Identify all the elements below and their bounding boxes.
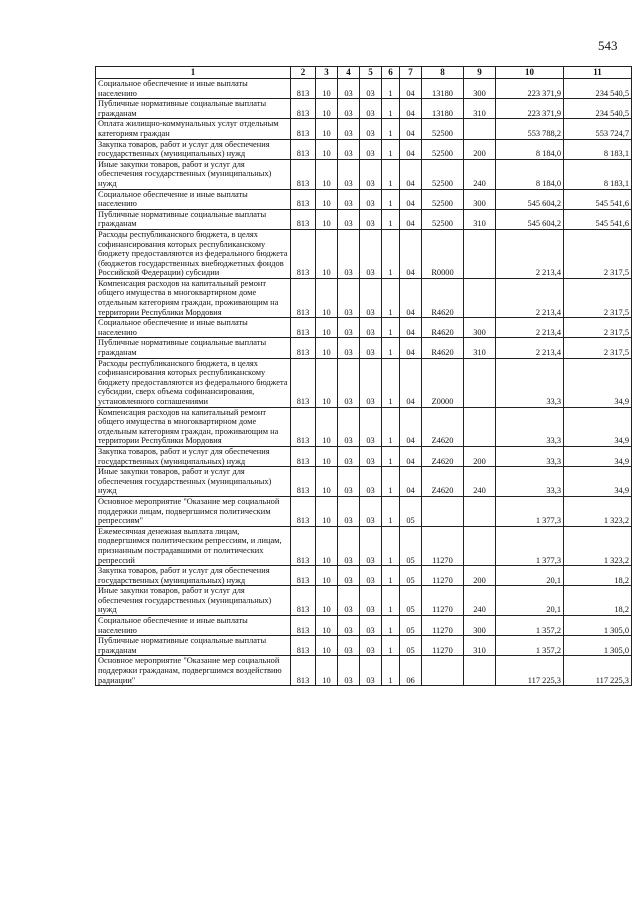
cell-col-11: 545 541,6 — [564, 209, 632, 229]
cell-col-4: 03 — [338, 338, 360, 358]
table-row — [96, 526, 632, 565]
table-row — [96, 636, 632, 656]
table-row — [96, 318, 632, 338]
cell-col-4: 03 — [338, 119, 360, 139]
cell-col-5: 03 — [360, 616, 382, 636]
cell-col-5: 03 — [360, 119, 382, 139]
cell-col-6: 1 — [382, 338, 400, 358]
cell-col-3: 10 — [316, 99, 338, 119]
cell-col-11: 34,9 — [564, 467, 632, 497]
cell-col-11: 8 183,1 — [564, 139, 632, 159]
cell-col-6: 1 — [382, 159, 400, 189]
cell-col-3: 10 — [316, 616, 338, 636]
cell-col-4: 03 — [338, 79, 360, 99]
cell-col-3: 10 — [316, 318, 338, 338]
cell-col-11: 34,9 — [564, 407, 632, 446]
cell-col-11: 18,2 — [564, 586, 632, 616]
row-description: Социальное обеспечение и иные выплаты населению — [96, 616, 291, 636]
cell-col-9: 300 — [464, 79, 496, 99]
cell-col-9: 200 — [464, 139, 496, 159]
cell-col-2: 813 — [291, 189, 316, 209]
row-description: Закупка товаров, работ и услуг для обеспечения государственных (муниципальных) нужд — [96, 139, 291, 159]
row-description: Закупка товаров, работ и услуг для обеспечения государственных (муниципальных) нужд — [96, 446, 291, 466]
row-description: Ежемесячная денежная выплата лицам, подвергшимся политическим репрессиям, и лицам, признанным пострадавшими от политических репрессий — [96, 526, 291, 565]
cell-col-2: 813 — [291, 616, 316, 636]
cell-col-10: 545 604,2 — [496, 189, 564, 209]
cell-col-10: 223 371,9 — [496, 99, 564, 119]
cell-col-3: 10 — [316, 446, 338, 466]
cell-col-2: 813 — [291, 139, 316, 159]
table-row — [96, 189, 632, 209]
cell-col-3: 10 — [316, 139, 338, 159]
cell-col-4: 03 — [338, 446, 360, 466]
cell-col-7: 04 — [400, 139, 422, 159]
cell-col-7: 04 — [400, 209, 422, 229]
cell-col-9: 200 — [464, 566, 496, 586]
cell-col-10: 33,3 — [496, 467, 564, 497]
table-row — [96, 139, 632, 159]
cell-col-6: 1 — [382, 496, 400, 526]
cell-col-8: Z0000 — [422, 358, 464, 407]
cell-col-4: 03 — [338, 656, 360, 686]
table-row — [96, 656, 632, 686]
table-row — [96, 278, 632, 317]
table-row — [96, 586, 632, 616]
cell-col-2: 813 — [291, 358, 316, 407]
cell-col-4: 03 — [338, 616, 360, 636]
cell-col-2: 813 — [291, 446, 316, 466]
column-header-1: 1 — [96, 67, 291, 79]
cell-col-2: 813 — [291, 278, 316, 317]
row-description: Публичные нормативные социальные выплаты гражданам — [96, 209, 291, 229]
cell-col-10: 33,3 — [496, 407, 564, 446]
cell-col-10: 2 213,4 — [496, 278, 564, 317]
cell-col-11: 34,9 — [564, 446, 632, 466]
cell-col-3: 10 — [316, 407, 338, 446]
cell-col-4: 03 — [338, 636, 360, 656]
cell-col-8: R4620 — [422, 278, 464, 317]
cell-col-2: 813 — [291, 318, 316, 338]
cell-col-2: 813 — [291, 526, 316, 565]
cell-col-9: 310 — [464, 209, 496, 229]
cell-col-8: 52500 — [422, 209, 464, 229]
table-row — [96, 358, 632, 407]
cell-col-11: 2 317,5 — [564, 318, 632, 338]
budget-table — [95, 66, 632, 686]
cell-col-11: 18,2 — [564, 566, 632, 586]
cell-col-2: 813 — [291, 496, 316, 526]
cell-col-9: 300 — [464, 189, 496, 209]
cell-col-8: 13180 — [422, 99, 464, 119]
cell-col-3: 10 — [316, 159, 338, 189]
cell-col-3: 10 — [316, 526, 338, 565]
cell-col-9: 240 — [464, 159, 496, 189]
cell-col-7: 04 — [400, 159, 422, 189]
cell-col-11: 34,9 — [564, 358, 632, 407]
cell-col-8: 11270 — [422, 616, 464, 636]
cell-col-3: 10 — [316, 636, 338, 656]
row-description: Расходы республиканского бюджета, в целях софинансирования которых республиканскому бюджету предоставляются из федерального бюджета субсидии, сверх объема софинансирования, установленного соглашениями — [96, 358, 291, 407]
cell-col-8 — [422, 656, 464, 686]
cell-col-11: 234 540,5 — [564, 79, 632, 99]
cell-col-5: 03 — [360, 467, 382, 497]
row-description: Иные закупки товаров, работ и услуг для обеспечения государственных (муниципальных) нужд — [96, 467, 291, 497]
table-row — [96, 79, 632, 99]
table-row — [96, 209, 632, 229]
cell-col-3: 10 — [316, 586, 338, 616]
cell-col-6: 1 — [382, 526, 400, 565]
cell-col-4: 03 — [338, 358, 360, 407]
cell-col-5: 03 — [360, 656, 382, 686]
cell-col-8: Z4620 — [422, 446, 464, 466]
cell-col-4: 03 — [338, 407, 360, 446]
cell-col-6: 1 — [382, 636, 400, 656]
cell-col-7: 04 — [400, 318, 422, 338]
cell-col-10: 553 788,2 — [496, 119, 564, 139]
cell-col-10: 223 371,9 — [496, 79, 564, 99]
cell-col-8: 52500 — [422, 159, 464, 189]
cell-col-3: 10 — [316, 79, 338, 99]
cell-col-5: 03 — [360, 407, 382, 446]
cell-col-8: 52500 — [422, 139, 464, 159]
cell-col-7: 04 — [400, 278, 422, 317]
row-description: Социальное обеспечение и иные выплаты населению — [96, 318, 291, 338]
cell-col-7: 04 — [400, 358, 422, 407]
cell-col-5: 03 — [360, 526, 382, 565]
cell-col-4: 03 — [338, 209, 360, 229]
row-description: Публичные нормативные социальные выплаты гражданам — [96, 99, 291, 119]
cell-col-9 — [464, 496, 496, 526]
column-header-2: 2 — [291, 67, 316, 79]
cell-col-8: 11270 — [422, 586, 464, 616]
cell-col-8: 52500 — [422, 119, 464, 139]
cell-col-6: 1 — [382, 278, 400, 317]
cell-col-5: 03 — [360, 496, 382, 526]
cell-col-10: 1 357,2 — [496, 616, 564, 636]
cell-col-11: 2 317,5 — [564, 338, 632, 358]
cell-col-9 — [464, 526, 496, 565]
cell-col-5: 03 — [360, 159, 382, 189]
cell-col-10: 33,3 — [496, 358, 564, 407]
row-description: Социальное обеспечение и иные выплаты населению — [96, 79, 291, 99]
row-description: Публичные нормативные социальные выплаты гражданам — [96, 636, 291, 656]
cell-col-4: 03 — [338, 526, 360, 565]
cell-col-10: 8 184,0 — [496, 159, 564, 189]
cell-col-5: 03 — [360, 79, 382, 99]
cell-col-7: 04 — [400, 189, 422, 209]
cell-col-7: 04 — [400, 229, 422, 278]
cell-col-5: 03 — [360, 139, 382, 159]
cell-col-6: 1 — [382, 656, 400, 686]
cell-col-10: 1 357,2 — [496, 636, 564, 656]
cell-col-9: 310 — [464, 338, 496, 358]
row-description: Компенсация расходов на капитальный ремонт общего имущества в многоквартирном доме отдельным категориям граждан, проживающим на территории Республики Мордовия — [96, 278, 291, 317]
cell-col-4: 03 — [338, 566, 360, 586]
column-header-5: 5 — [360, 67, 382, 79]
cell-col-2: 813 — [291, 407, 316, 446]
cell-col-9 — [464, 119, 496, 139]
cell-col-6: 1 — [382, 407, 400, 446]
cell-col-4: 03 — [338, 278, 360, 317]
cell-col-7: 04 — [400, 446, 422, 466]
table-row — [96, 467, 632, 497]
cell-col-6: 1 — [382, 209, 400, 229]
column-header-10: 10 — [496, 67, 564, 79]
cell-col-6: 1 — [382, 616, 400, 636]
cell-col-4: 03 — [338, 99, 360, 119]
cell-col-11: 545 541,6 — [564, 189, 632, 209]
cell-col-5: 03 — [360, 446, 382, 466]
cell-col-2: 813 — [291, 209, 316, 229]
cell-col-6: 1 — [382, 358, 400, 407]
cell-col-9 — [464, 358, 496, 407]
cell-col-2: 813 — [291, 656, 316, 686]
cell-col-7: 05 — [400, 636, 422, 656]
cell-col-10: 20,1 — [496, 586, 564, 616]
row-description: Иные закупки товаров, работ и услуг для обеспечения государственных (муниципальных) нужд — [96, 586, 291, 616]
cell-col-5: 03 — [360, 189, 382, 209]
cell-col-4: 03 — [338, 189, 360, 209]
cell-col-7: 05 — [400, 616, 422, 636]
cell-col-9: 240 — [464, 586, 496, 616]
cell-col-11: 234 540,5 — [564, 99, 632, 119]
cell-col-2: 813 — [291, 159, 316, 189]
cell-col-11: 2 317,5 — [564, 229, 632, 278]
column-header-4: 4 — [338, 67, 360, 79]
cell-col-3: 10 — [316, 278, 338, 317]
cell-col-2: 813 — [291, 636, 316, 656]
cell-col-3: 10 — [316, 229, 338, 278]
cell-col-10: 1 377,3 — [496, 526, 564, 565]
cell-col-10: 33,3 — [496, 446, 564, 466]
cell-col-11: 1 305,0 — [564, 636, 632, 656]
column-header-3: 3 — [316, 67, 338, 79]
cell-col-5: 03 — [360, 229, 382, 278]
cell-col-8: 11270 — [422, 636, 464, 656]
cell-col-8: R0000 — [422, 229, 464, 278]
cell-col-6: 1 — [382, 229, 400, 278]
cell-col-3: 10 — [316, 338, 338, 358]
cell-col-2: 813 — [291, 566, 316, 586]
column-header-9: 9 — [464, 67, 496, 79]
cell-col-9: 240 — [464, 467, 496, 497]
cell-col-5: 03 — [360, 318, 382, 338]
cell-col-4: 03 — [338, 586, 360, 616]
cell-col-10: 117 225,3 — [496, 656, 564, 686]
cell-col-2: 813 — [291, 467, 316, 497]
cell-col-5: 03 — [360, 358, 382, 407]
cell-col-9 — [464, 407, 496, 446]
cell-col-9 — [464, 278, 496, 317]
column-header-8: 8 — [422, 67, 464, 79]
page-number: 543 — [598, 38, 618, 53]
cell-col-7: 05 — [400, 566, 422, 586]
cell-col-6: 1 — [382, 139, 400, 159]
cell-col-2: 813 — [291, 99, 316, 119]
table-row — [96, 338, 632, 358]
table-header-row — [96, 67, 632, 79]
cell-col-7: 05 — [400, 496, 422, 526]
cell-col-6: 1 — [382, 79, 400, 99]
cell-col-8: R4620 — [422, 318, 464, 338]
row-description: Компенсация расходов на капитальный ремонт общего имущества в многоквартирном доме отдельным категориям граждан, проживающим на территории Республики Мордовия — [96, 407, 291, 446]
cell-col-9: 310 — [464, 99, 496, 119]
cell-col-9: 300 — [464, 616, 496, 636]
cell-col-7: 04 — [400, 407, 422, 446]
cell-col-5: 03 — [360, 586, 382, 616]
cell-col-7: 04 — [400, 338, 422, 358]
table-row — [96, 616, 632, 636]
row-description: Основное мероприятие "Оказание мер социальной поддержки лицам, подвергшимся политическим репрессиям" — [96, 496, 291, 526]
cell-col-5: 03 — [360, 209, 382, 229]
column-header-7: 7 — [400, 67, 422, 79]
row-description: Закупка товаров, работ и услуг для обеспечения государственных (муниципальных) нужд — [96, 566, 291, 586]
cell-col-7: 04 — [400, 119, 422, 139]
cell-col-5: 03 — [360, 99, 382, 119]
cell-col-6: 1 — [382, 467, 400, 497]
cell-col-6: 1 — [382, 586, 400, 616]
cell-col-4: 03 — [338, 139, 360, 159]
cell-col-10: 20,1 — [496, 566, 564, 586]
cell-col-5: 03 — [360, 338, 382, 358]
cell-col-3: 10 — [316, 119, 338, 139]
cell-col-4: 03 — [338, 159, 360, 189]
cell-col-4: 03 — [338, 318, 360, 338]
column-header-11: 11 — [564, 67, 632, 79]
cell-col-4: 03 — [338, 496, 360, 526]
cell-col-4: 03 — [338, 467, 360, 497]
cell-col-10: 545 604,2 — [496, 209, 564, 229]
table-row — [96, 566, 632, 586]
cell-col-8: 11270 — [422, 566, 464, 586]
cell-col-8: Z4620 — [422, 407, 464, 446]
cell-col-6: 1 — [382, 119, 400, 139]
row-description: Основное мероприятие "Оказание мер социальной поддержки гражданам, подвергшимся воздействию радиации" — [96, 656, 291, 686]
table-row — [96, 99, 632, 119]
table-body — [96, 79, 632, 686]
cell-col-9 — [464, 229, 496, 278]
cell-col-8: Z4620 — [422, 467, 464, 497]
cell-col-6: 1 — [382, 99, 400, 119]
table-row — [96, 446, 632, 466]
cell-col-11: 1 323,2 — [564, 526, 632, 565]
cell-col-10: 2 213,4 — [496, 229, 564, 278]
cell-col-3: 10 — [316, 496, 338, 526]
row-description: Публичные нормативные социальные выплаты гражданам — [96, 338, 291, 358]
cell-col-3: 10 — [316, 566, 338, 586]
cell-col-5: 03 — [360, 636, 382, 656]
cell-col-7: 04 — [400, 79, 422, 99]
cell-col-2: 813 — [291, 229, 316, 278]
cell-col-3: 10 — [316, 656, 338, 686]
cell-col-9 — [464, 656, 496, 686]
cell-col-5: 03 — [360, 278, 382, 317]
cell-col-2: 813 — [291, 79, 316, 99]
table-row — [96, 159, 632, 189]
cell-col-10: 2 213,4 — [496, 318, 564, 338]
cell-col-3: 10 — [316, 209, 338, 229]
cell-col-11: 2 317,5 — [564, 278, 632, 317]
table-row — [96, 496, 632, 526]
row-description: Иные закупки товаров, работ и услуг для обеспечения государственных (муниципальных) нужд — [96, 159, 291, 189]
cell-col-6: 1 — [382, 566, 400, 586]
cell-col-3: 10 — [316, 467, 338, 497]
row-description: Социальное обеспечение и иные выплаты населению — [96, 189, 291, 209]
cell-col-8: R4620 — [422, 338, 464, 358]
cell-col-10: 2 213,4 — [496, 338, 564, 358]
cell-col-10: 1 377,3 — [496, 496, 564, 526]
column-header-6: 6 — [382, 67, 400, 79]
cell-col-10: 8 184,0 — [496, 139, 564, 159]
cell-col-11: 1 305,0 — [564, 616, 632, 636]
cell-col-6: 1 — [382, 446, 400, 466]
cell-col-4: 03 — [338, 229, 360, 278]
cell-col-2: 813 — [291, 338, 316, 358]
cell-col-2: 813 — [291, 119, 316, 139]
cell-col-6: 1 — [382, 189, 400, 209]
cell-col-8: 13180 — [422, 79, 464, 99]
cell-col-3: 10 — [316, 189, 338, 209]
cell-col-5: 03 — [360, 566, 382, 586]
table-row — [96, 119, 632, 139]
row-description: Оплата жилищно-коммунальных услуг отдельным категориям граждан — [96, 119, 291, 139]
cell-col-7: 04 — [400, 99, 422, 119]
cell-col-7: 06 — [400, 656, 422, 686]
cell-col-7: 05 — [400, 586, 422, 616]
cell-col-7: 04 — [400, 467, 422, 497]
cell-col-8: 52500 — [422, 189, 464, 209]
table-row — [96, 229, 632, 278]
cell-col-11: 1 323,2 — [564, 496, 632, 526]
cell-col-11: 117 225,3 — [564, 656, 632, 686]
cell-col-8: 11270 — [422, 526, 464, 565]
cell-col-6: 1 — [382, 318, 400, 338]
cell-col-11: 8 183,1 — [564, 159, 632, 189]
cell-col-3: 10 — [316, 358, 338, 407]
cell-col-9: 300 — [464, 318, 496, 338]
cell-col-8 — [422, 496, 464, 526]
cell-col-11: 553 724,7 — [564, 119, 632, 139]
table-row — [96, 407, 632, 446]
row-description: Расходы республиканского бюджета, в целях софинансирования которых республиканскому бюджету предоставляются из федерального бюджета (бюджетов государственных внебюджетных фондов Российской Федерации) субсидии — [96, 229, 291, 278]
cell-col-7: 05 — [400, 526, 422, 565]
cell-col-9: 310 — [464, 636, 496, 656]
cell-col-2: 813 — [291, 586, 316, 616]
cell-col-9: 200 — [464, 446, 496, 466]
